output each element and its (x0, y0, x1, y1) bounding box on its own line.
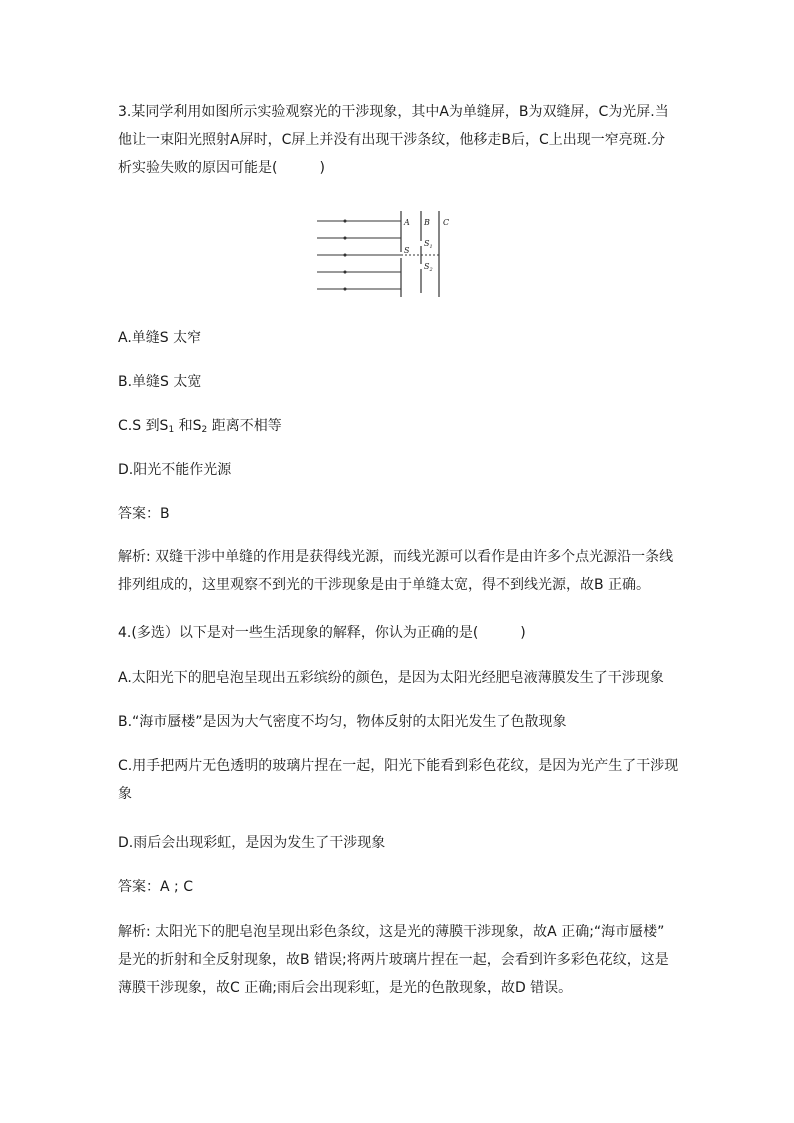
label-s: S (404, 246, 410, 255)
label-a: A (404, 218, 410, 227)
q4-answer: 答案：A ; C (118, 879, 193, 895)
q3-option-b: B.单缝S 太宽 (118, 374, 202, 390)
q3-answer: 答案：B (118, 506, 170, 522)
q4-option-a: A.太阳光下的肥皂泡呈现出五彩缤纷的颜色，是因为太阳光经肥皂液薄膜发生了干涉现象 (118, 670, 664, 686)
q3-stem-line3: 析实验失败的原因可能是( ) (118, 160, 325, 176)
q3-option-c: C.S 到$S_1$ 和$S_2$ 距离不相等 (118, 418, 282, 435)
q4-analysis: 解析: 太阳光下的肥皂泡呈现出彩色条纹，这是光的薄膜干涉现象，故A 正确;“海市蜃楼” 是光的折射和全反射现象，故B 错误;将两片玻璃片捏在一起，会看到许多彩色花纹，这是 薄膜干涉现象，故C 正确;雨后会出现彩虹，是光的色散现象，故D 错误。 (118, 924, 669, 996)
q3-analysis: 解析: 双缝干涉中单缝的作用是获得线光源，而线光源可以看作是由许多个点光源沿一条线 排列组成的，这里观察不到光的干涉现象是由于单缝太宽，得不到线光源，故B 正确。 (118, 549, 674, 593)
label-s2: $S_2$ (424, 262, 433, 273)
q3-stem-line2: 他让一束阳光照射A屏时，C屏上并没有出现干涉条纹，他移走B后，C上出现一窄亮斑.分 (118, 132, 666, 148)
q4-stem: 4.(多选）以下是对一些生活现象的解释，你认为正确的是( ) (118, 625, 526, 641)
q4-option-c: C.用手把两片无色透明的玻璃片捏在一起，阳光下能看到彩色花纹，是因为光产生了干涉现 象 (118, 758, 679, 802)
double-slit-diagram (315, 205, 465, 305)
label-s1: $S_1$ (424, 239, 433, 250)
q4-option-b: B.“海市蜃楼”是因为大气密度不均匀，物体反射的太阳光发生了色散现象 (118, 714, 567, 730)
q3-stem-line1: 3.某同学利用如图所示实验观察光的干涉现象，其中A为单缝屏，B为双缝屏，C为光屏.当 (118, 104, 669, 120)
q3-option-d: D.阳光不能作光源 (118, 462, 232, 478)
q3-option-a: A.单缝S 太窄 (118, 330, 202, 346)
label-c: C (443, 218, 450, 227)
label-b: B (424, 218, 430, 227)
q4-option-d: D.雨后会出现彩虹，是因为发生了干涉现象 (118, 835, 386, 851)
q3-stem (118, 98, 688, 182)
